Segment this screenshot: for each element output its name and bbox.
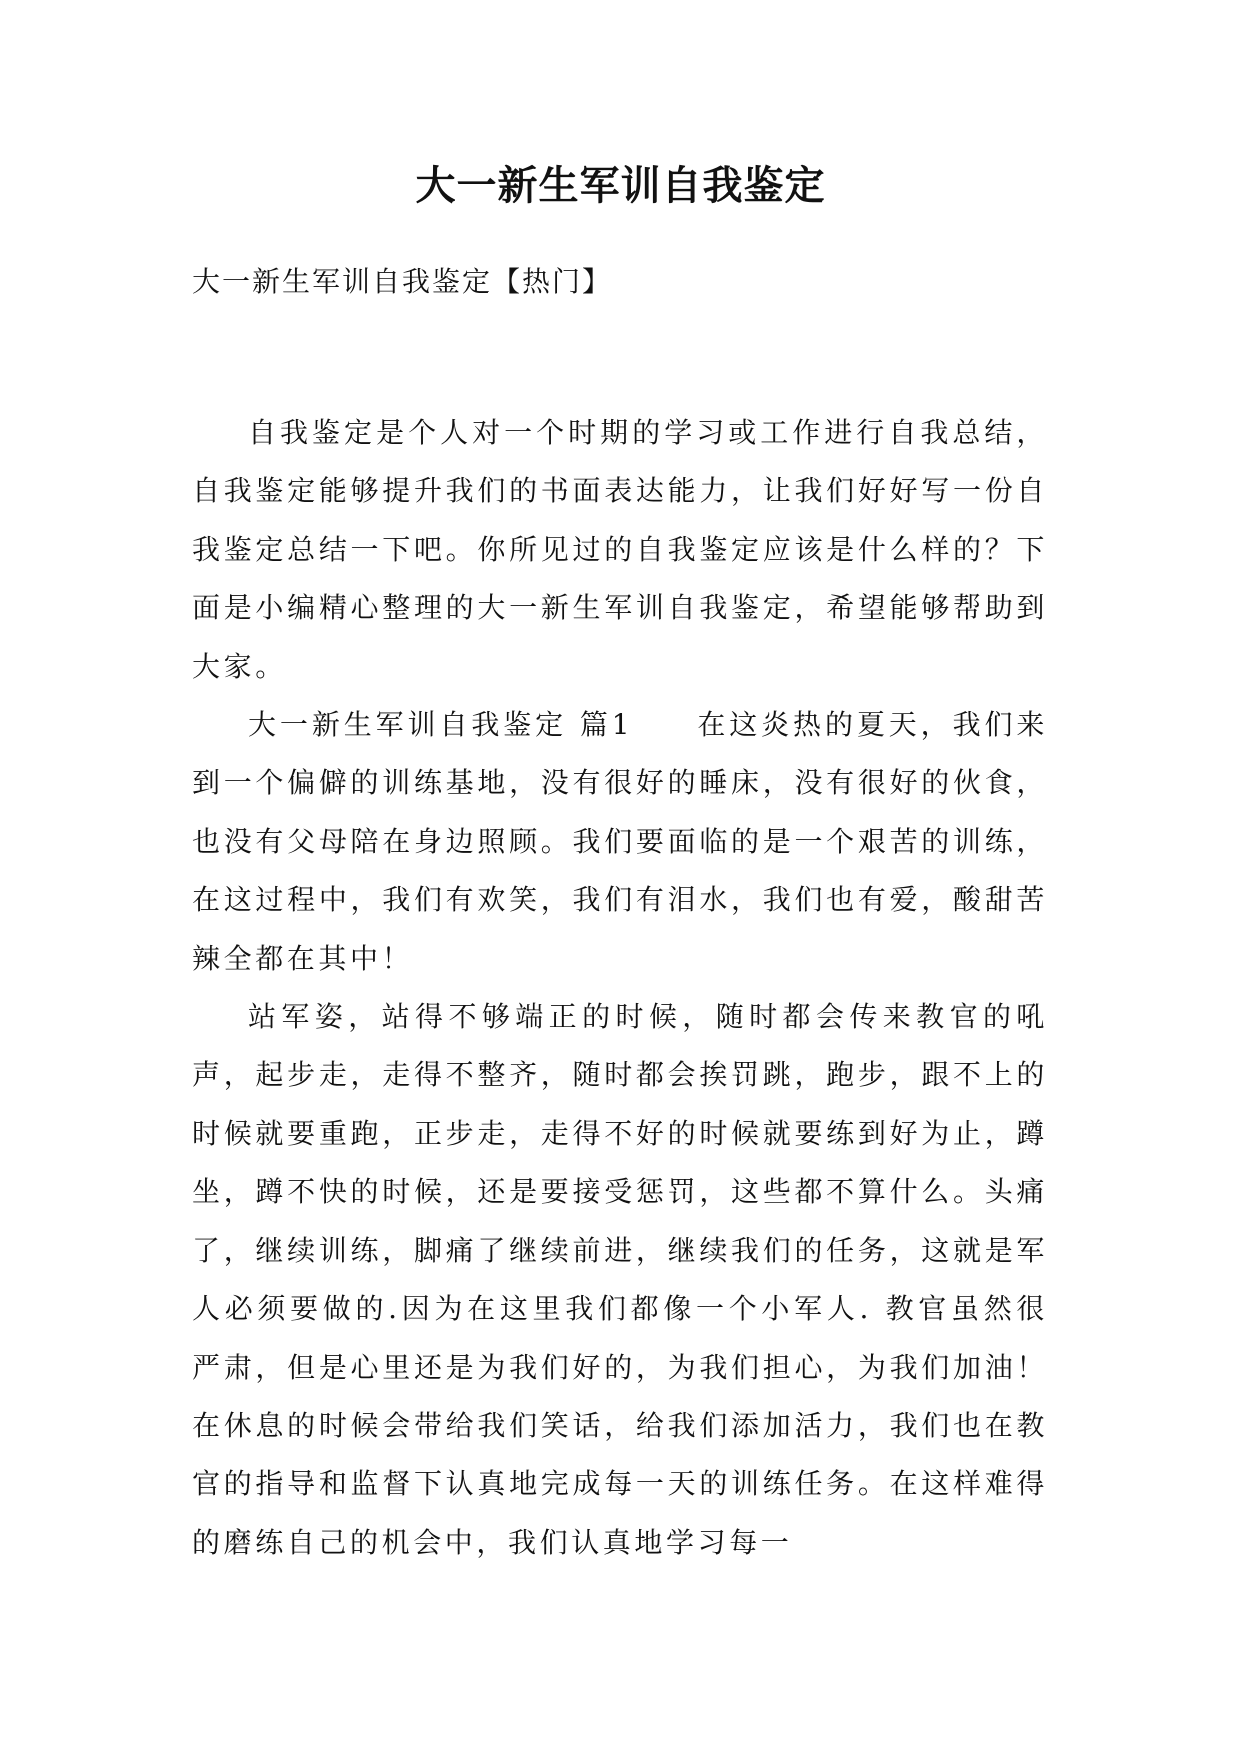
document-subtitle: 大一新生军训自我鉴定【热门】 (192, 265, 613, 298)
paragraph-training: 站军姿，站得不够端正的时候，随时都会传来教官的吼声，起步走，走得不整齐，随时都会挨罚跳，跑步，跟不上的时候就要重跑，正步走，走得不好的时候就要练到好为止，蹲坐，蹲不快的时候，还是要接受惩罚，这些都不算什么。头痛了，继续训练，脚痛了继续前进，继续我们的任务，这就是军人必须要做的.因为在这里我们都像一个小军人. 教官虽然很严肃，但是心里还是为我们好的，为我们担心，为我们加油！在休息的时候会带给我们笑话，给我们添加活力，我们也在教官的指导和监督下认真地完成每一天的训练任务。在这样难得的磨练自己的机会中，我们认真地学习每一 (192, 1000, 1048, 1559)
paragraph-intro: 自我鉴定是个人对一个时期的学习或工作进行自我总结，自我鉴定能够提升我们的书面表达能力，让我们好好写一份自我鉴定总结一下吧。你所见过的自我鉴定应该是什么样的？下面是小编精心整理的大一新生军训自我鉴定，希望能够帮助到大家。 (192, 416, 1048, 683)
document-body (192, 404, 1048, 1572)
paragraph-section-1: 大一新生军训自我鉴定 篇1 在这炎热的夏天，我们来到一个偏僻的训练基地，没有很好的睡床，没有很好的伙食，也没有父母陪在身边照顾。我们要面临的是一个艰苦的训练，在这过程中，我们有欢笑，我们有泪水，我们也有爱，酸甜苦辣全都在其中！ (192, 708, 1048, 975)
document-title: 大一新生军训自我鉴定 (415, 162, 826, 209)
